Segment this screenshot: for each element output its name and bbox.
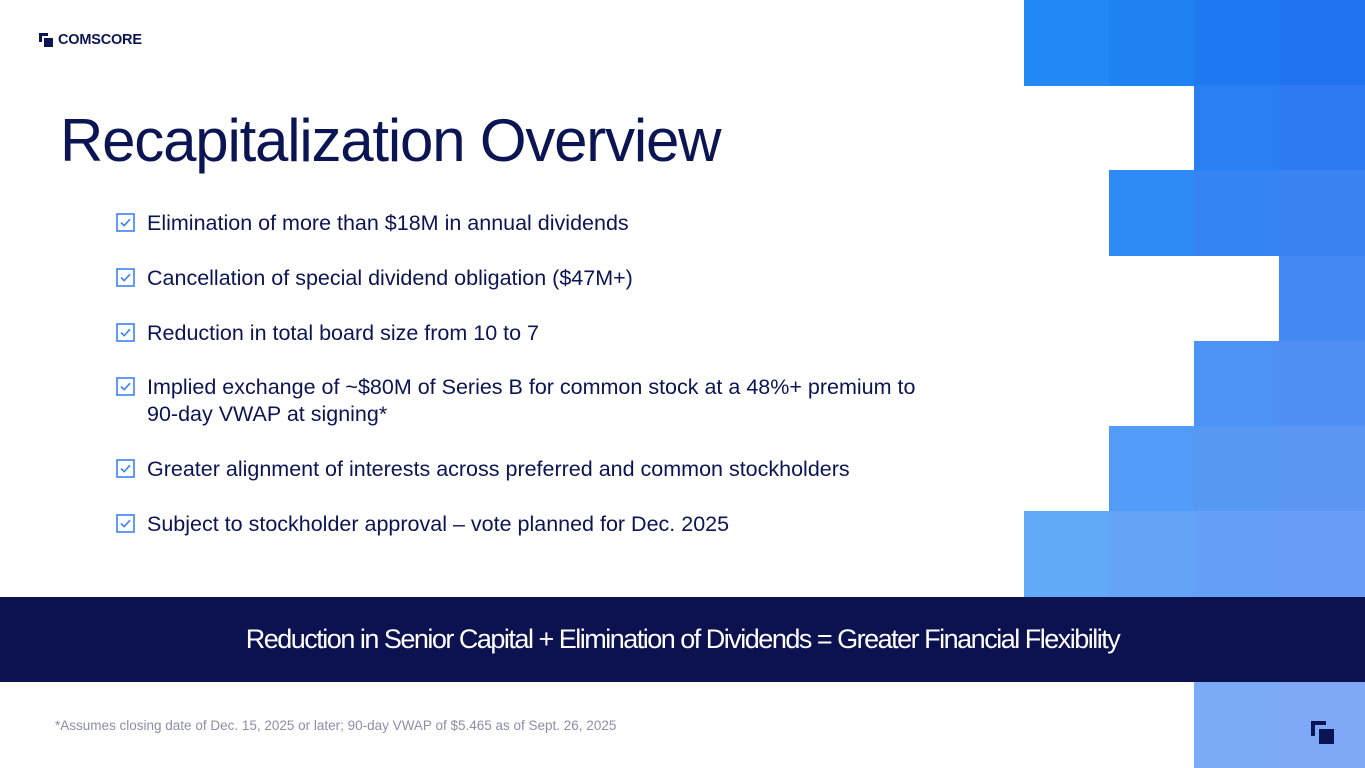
mosaic-tile: [1279, 85, 1365, 171]
company-logo: [39, 32, 142, 48]
bullet-text: Greater alignment of interests across preferred and common stockholders: [147, 457, 850, 481]
comscore-mark-icon: [1311, 721, 1334, 744]
bullet-item: [116, 374, 956, 428]
mosaic-tile: [1194, 511, 1280, 597]
footnote: *Assumes closing date of Dec. 15, 2025 or later; 90-day VWAP of $5.465 as of Sept. 26, 2025: [55, 718, 617, 733]
mosaic-tile: [1194, 426, 1280, 512]
checkbox-checked-icon: [116, 377, 135, 396]
bullet-item: [116, 265, 956, 292]
mosaic-tile: [1194, 341, 1280, 427]
banner-text: Reduction in Senior Capital + Elimination of Dividends = Greater Financial Flexibility: [245, 624, 1120, 654]
bullet-item: [116, 456, 956, 483]
checkbox-checked-icon: [116, 459, 135, 478]
mosaic-tile: [1194, 0, 1280, 86]
checkbox-checked-icon: [116, 514, 135, 533]
logo-wordmark: COMSCORE: [58, 32, 142, 48]
comscore-logo-icon: [39, 33, 53, 47]
mosaic-tile: [1109, 426, 1195, 512]
mosaic-tile: [1194, 682, 1280, 768]
bullet-item: [116, 511, 956, 538]
mosaic-tile: [1194, 85, 1280, 171]
mosaic-tile: [1109, 0, 1195, 86]
bullet-item: [116, 320, 956, 347]
mosaic-tile: [1109, 170, 1195, 256]
mosaic-tile: [1279, 426, 1365, 512]
mosaic-tile: [1279, 511, 1365, 597]
mosaic-tile: [1024, 511, 1110, 597]
mosaic-tile: [1024, 0, 1110, 86]
checkbox-checked-icon: [116, 268, 135, 287]
bullet-item: [116, 210, 956, 237]
page-title: Recapitalization Overview: [60, 107, 721, 174]
mosaic-tile: [1279, 170, 1365, 256]
bullet-list: [116, 210, 956, 538]
mosaic-tile: [1109, 511, 1195, 597]
mosaic-tile: [1194, 170, 1280, 256]
mosaic-tile: [1279, 341, 1365, 427]
checkbox-checked-icon: [116, 213, 135, 232]
bullet-text: Reduction in total board size from 10 to 7: [147, 321, 539, 345]
checkbox-checked-icon: [116, 323, 135, 342]
bullet-text: Subject to stockholder approval – vote planned for Dec. 2025: [147, 512, 730, 536]
bullet-text: Elimination of more than $18M in annual dividends: [147, 211, 629, 235]
summary-banner: [0, 597, 1365, 682]
mosaic-tile: [1279, 256, 1365, 342]
bullet-text: Implied exchange of ~$80M of Series B for common stock at a 48%+ premium to 90-day VWAP at signing*: [147, 375, 916, 426]
mosaic-tile: [1279, 0, 1365, 86]
bullet-text: Cancellation of special dividend obligation ($47M+): [147, 266, 633, 290]
